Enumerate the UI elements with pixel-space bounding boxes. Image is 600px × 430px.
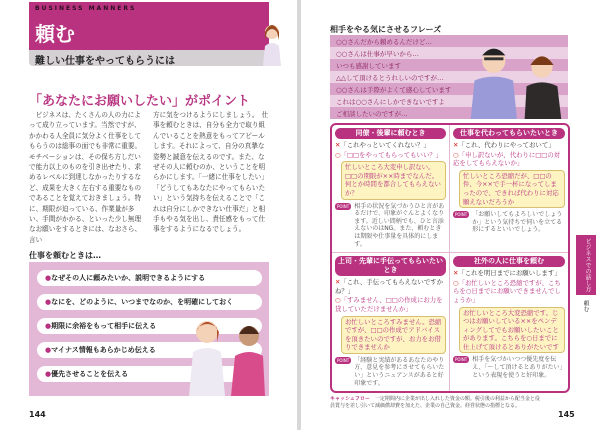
phrase-item: ○○さんは仕事が早いから… xyxy=(330,47,568,59)
chapter-side-tab[interactable]: ビジネスでの話し方 xyxy=(576,235,596,295)
left-page xyxy=(0,0,297,430)
phrase-item: △△して頂けるとうれしいのですが… xyxy=(330,71,568,83)
side-subtitle: 頼む xyxy=(582,300,589,312)
point-icon: POINT xyxy=(455,212,468,218)
point-icon: POINT xyxy=(337,357,350,363)
page-title: 頼む xyxy=(35,22,75,46)
page-subtitle: 難しい仕事をやってもらうには xyxy=(29,50,269,66)
section-tag: 上司・先輩に手伝ってもらいたいとき xyxy=(335,256,446,276)
ok-mark-icon: ○ xyxy=(453,150,459,159)
section-tag: 仕事を代わってもらいたいとき xyxy=(453,128,565,139)
body-text-col2: 方に気をつけるようにしましょう。 仕事を頼むときは、自分も全力で取り組んでいることを熱意をもってアピールします。それによって、自分の真摯な姿勢と誠意を伝えるのです。また、なぜその人に頼むのか、ということを明らかにします。「一緒に仕事をしたい」「どうしてもあなたにやってもらいたい」という気持ちを伝えることで「これは自分にしかできない仕事だ」と相手もやる気を出し、責任感をもって仕事をするようになるでしょう。 xyxy=(153,111,269,234)
ok-mark-icon: ○ xyxy=(335,150,341,159)
page-number: 145 xyxy=(558,410,575,419)
woman-illustration-icon xyxy=(261,22,283,66)
section-external: 社外の人に仕事を頼む ✕「これを明日までにお願いします」 ○「お忙しいところ恐縮ですが、こちらを○日までにお願いできませんでしょうか」 お忙しいところ大変恐縮です。じつはお願いしている××をペンディングしてでもお願いしたいことがあります。こちらを○日までに仕上げて頂けるとありがたいです POINT 相手を気づかいつつ優先度を伝え、「～して頂けるとありがたい」という表現を使うと好印象。 xyxy=(450,253,568,391)
examples-column xyxy=(330,123,570,410)
example-box xyxy=(330,123,570,393)
two-women-illustration-icon xyxy=(179,312,269,396)
series-label: BUSINESS MANNERS xyxy=(35,5,137,12)
point-icon: POINT xyxy=(455,357,468,363)
phrase-item: ○○さんだから頼めるんだけど… xyxy=(330,35,568,47)
phrases-title: 相手をやる気にさせるフレーズ xyxy=(330,25,442,34)
best-phrase-bubble: お忙しいところ大変恐縮です。じつはお願いしている××をペンディングしてでもお願いしたいことがあります。こちらを○日までに仕上げて頂けるとありがたいです xyxy=(459,307,565,354)
tip-item: ●なぜその人に頼みたいか、説明できるようにする xyxy=(37,270,262,286)
tip-item: ●なにを、どのように、いつまでなのか、を明確にしておく xyxy=(37,294,262,310)
footnote: キャッシュフロー 一定期間内に企業が出し入れした資金の額。税引後の利益から配当金と役員賞与を差し引いて減価償却費を加えた、企業の自己資金。経営状態の指標となる。 xyxy=(330,396,540,410)
right-page xyxy=(301,0,600,430)
ng-mark-icon: ✕ xyxy=(335,278,341,287)
page-number: 144 xyxy=(29,410,46,419)
best-phrase-bubble: お忙しいところすみません。恐縮ですが、□□の作成でアドバイスを頂きたいのですが、お力をお借りできませんか xyxy=(341,316,446,354)
ok-mark-icon: ○ xyxy=(335,296,341,305)
section-tag: 同僚・後輩に頼むとき xyxy=(335,128,446,139)
phrase-item: いつも感謝しています xyxy=(330,59,568,71)
two-men-illustration-icon xyxy=(461,40,569,119)
section-superior: 上司・先輩に手伝ってもらいたいとき ✕「これ、手伝ってもらえないですかね？」 ○「すみません、□□の作成にお力を貸していただけませんか」 お忙しいところすみません。恐縮ですが、□□の作成でアドバイスを頂きたいのですが、お力をお借りできませんか POINT 「経験と実績があるあなたのやり方、意見を参考にさせてもらいたい」というニュアンスがあると好印象です。 xyxy=(332,253,450,391)
phrase-item: ご相談したいのですが… xyxy=(330,107,568,119)
ok-mark-icon: ○ xyxy=(453,278,459,287)
phrase-item: ○○さんは手際がよくて感心しています xyxy=(330,83,568,95)
body-text-col1: ビジネスは、たくさんの人の力によって成り立っています。当然ですが、かかわる人全員に気分よく仕事をしてもらうのは総事の面でも非常に重要。モチベーションは、その保ち方しだいで能力以上のものを引き出せたり、求めるレベルに到達しなかったりするなど、成果を大きく左右する重要なものであることを覚えておきましょう。特に、期限が迫っている、作業量が多い、手間がかかる、といった少し無理なお願いをするときには、なおさら、言い xyxy=(29,111,142,244)
best-phrase-bubble: 忙しいところ大変申し訳ない。□□の期限が××時までなんだ。何とか時間を都合してもらえないか？ xyxy=(341,161,446,199)
ng-mark-icon: ✕ xyxy=(335,141,341,149)
phrase-item: これは○○さんにしかできないですよ xyxy=(330,95,568,107)
tips-box xyxy=(29,262,269,396)
tip-item: ●マイナス情報もあらかじめ伝える xyxy=(37,342,262,358)
section-substitute: 仕事を代わってもらいたいとき ✕「これ、代わりにやっておいて」 ○「申し訳ないが、代わりに□□の対応をしてもらえないか」 忙しいところ恐縮だが、□□の件、今××で手一杯になってしまったので、できれば代わりに対応願えないだろうか POINT 「お願いしてもよろしいでしょうか」という気持ちで伺いを立てる形にするといいでしょう。 xyxy=(450,125,568,253)
section-colleague: 同僚・後輩に頼むとき ✕「これやっといてくれない？」 ○「□□をやってもらってもいい？」 忙しいところ大変申し訳ない。□□の期限が××時までなんだ。何とか時間を都合してもらえないか？ POINT 相手の状況を気づかうひと言があるだけで、印象がぐんとよくなります。近しい間柄でも、ひと言添えないのはNG。また、頼むときは期限や仕事量を具体的にします。 xyxy=(332,125,450,253)
ng-mark-icon: ✕ xyxy=(453,269,459,278)
section-tag: 社外の人に仕事を頼む xyxy=(453,256,565,267)
point-icon: POINT xyxy=(337,203,350,209)
best-phrase-bubble: 忙しいところ恐縮だが、□□の件、今××で手一杯になってしまったので、できれば代わりに対応願えないだろうか xyxy=(459,170,565,208)
chapter-header xyxy=(29,2,269,65)
tip-item: ●期限に余裕をもって相手に伝える xyxy=(37,318,262,334)
tip-item: ●優先させることを伝える xyxy=(37,366,262,382)
ng-mark-icon: ✕ xyxy=(453,141,459,149)
tips-title: 仕事を頼むときは… xyxy=(29,251,101,260)
section-heading: 「あなたにお願いしたい」がポイント xyxy=(29,94,251,109)
